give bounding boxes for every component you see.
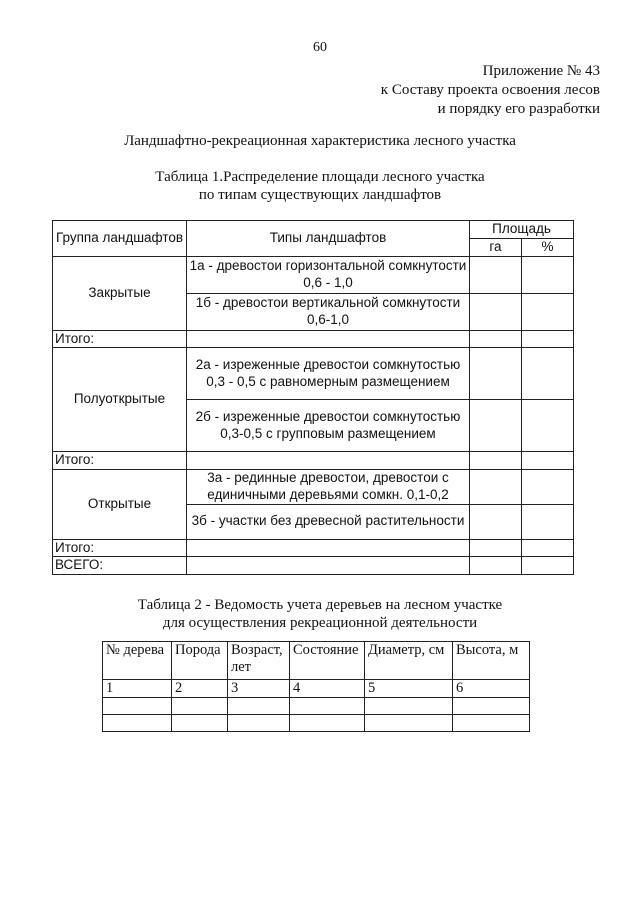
cell-ha: [470, 452, 522, 470]
type-3b: 3б - участки без древесной растительности: [187, 504, 470, 539]
appendix-line: к Составу проекта освоения лесов: [380, 82, 600, 98]
cell-percent: [522, 256, 574, 293]
cell-percent: [522, 400, 574, 452]
appendix-line: и порядку его разработки: [437, 101, 600, 117]
cell-ha: [470, 469, 522, 504]
subtotal-label: Итого:: [53, 539, 187, 557]
cell-percent: [522, 557, 574, 575]
landscape-area-table: [52, 220, 574, 575]
cell-ha: [470, 256, 522, 293]
table2-caption: [0, 596, 640, 632]
cell-percent: [522, 348, 574, 400]
caption-line: Таблица 2 - Ведомость учета деревьев на лесном участке: [137, 597, 503, 613]
cell-empty: [187, 330, 470, 348]
cell-percent: [522, 539, 574, 557]
caption-line: для осуществления рекреационной деятельности: [162, 615, 478, 631]
column-number: 4: [290, 680, 365, 698]
type-2b: 2б - изреженные древостои сомкнутостью 0,3-0,5 с групповым размещением: [187, 400, 470, 452]
header-group: Группа ландшафтов: [53, 221, 187, 257]
group-open: Открытые: [53, 469, 187, 539]
cell-ha: [470, 504, 522, 539]
cell-ha: [470, 348, 522, 400]
page-number: 60: [313, 40, 327, 55]
type-2a: 2а - изреженные древостои сомкнутостью 0,3 - 0,5 с равномерным размещением: [187, 348, 470, 400]
cell-ha: [470, 557, 522, 575]
cell-percent: [522, 293, 574, 330]
group-semi-open: Полуоткрытые: [53, 348, 187, 452]
tree-inventory-table: [102, 641, 530, 732]
caption-line: по типам существующих ландшафтов: [198, 187, 442, 203]
cell-percent: [522, 452, 574, 470]
cell-ha: [470, 293, 522, 330]
cell-empty: [187, 557, 470, 575]
column-number: 3: [228, 680, 290, 698]
cell-percent: [522, 330, 574, 348]
header-ha: га: [470, 239, 522, 257]
cell-ha: [470, 400, 522, 452]
table-cell: [365, 715, 453, 732]
header-age: Возраст, лет: [228, 642, 290, 680]
subtotal-label: Итого:: [53, 452, 187, 470]
column-number: 1: [103, 680, 172, 698]
cell-empty: [187, 452, 470, 470]
appendix-line: Приложение № 43: [482, 63, 600, 79]
cell-ha: [470, 539, 522, 557]
header-area: Площадь: [470, 221, 574, 239]
table-cell: [453, 698, 530, 715]
cell-percent: [522, 469, 574, 504]
table1-caption: [0, 168, 640, 204]
table-cell: [172, 715, 228, 732]
table-cell: [453, 715, 530, 732]
type-1a: 1а - древостои горизонтальной сомкнутости 0,6 - 1,0: [187, 256, 470, 293]
cell-percent: [522, 504, 574, 539]
cell-ha: [470, 330, 522, 348]
caption-line: Таблица 1.Распределение площади лесного участка: [155, 169, 485, 185]
document-title: Ландшафтно-рекреационная характеристика лесного участка: [124, 133, 516, 149]
column-number: 5: [365, 680, 453, 698]
table-cell: [365, 698, 453, 715]
table-cell: [103, 698, 172, 715]
subtotal-label: Итого:: [53, 330, 187, 348]
header-condition: Состояние: [290, 642, 365, 680]
type-1b: 1б - древостои вертикальной сомкнутости 0,6-1,0: [187, 293, 470, 330]
table-cell: [290, 715, 365, 732]
cell-empty: [187, 539, 470, 557]
header-types: Типы ландшафтов: [187, 221, 470, 257]
header-tree-number: № дерева: [103, 642, 172, 680]
type-3a: 3а - рединные древостои, древостои с единичными деревьями сомкн. 0,1-0,2: [187, 469, 470, 504]
header-species: Порода: [172, 642, 228, 680]
table-cell: [172, 698, 228, 715]
column-number: 2: [172, 680, 228, 698]
appendix-note: [381, 62, 600, 119]
table-cell: [228, 715, 290, 732]
table-cell: [228, 698, 290, 715]
table-cell: [290, 698, 365, 715]
header-diameter: Диаметр, см: [365, 642, 453, 680]
group-closed: Закрытые: [53, 256, 187, 330]
total-label: ВСЕГО:: [53, 557, 187, 575]
column-number: 6: [453, 680, 530, 698]
header-height: Высота, м: [453, 642, 530, 680]
table-cell: [103, 715, 172, 732]
header-percent: %: [522, 239, 574, 257]
